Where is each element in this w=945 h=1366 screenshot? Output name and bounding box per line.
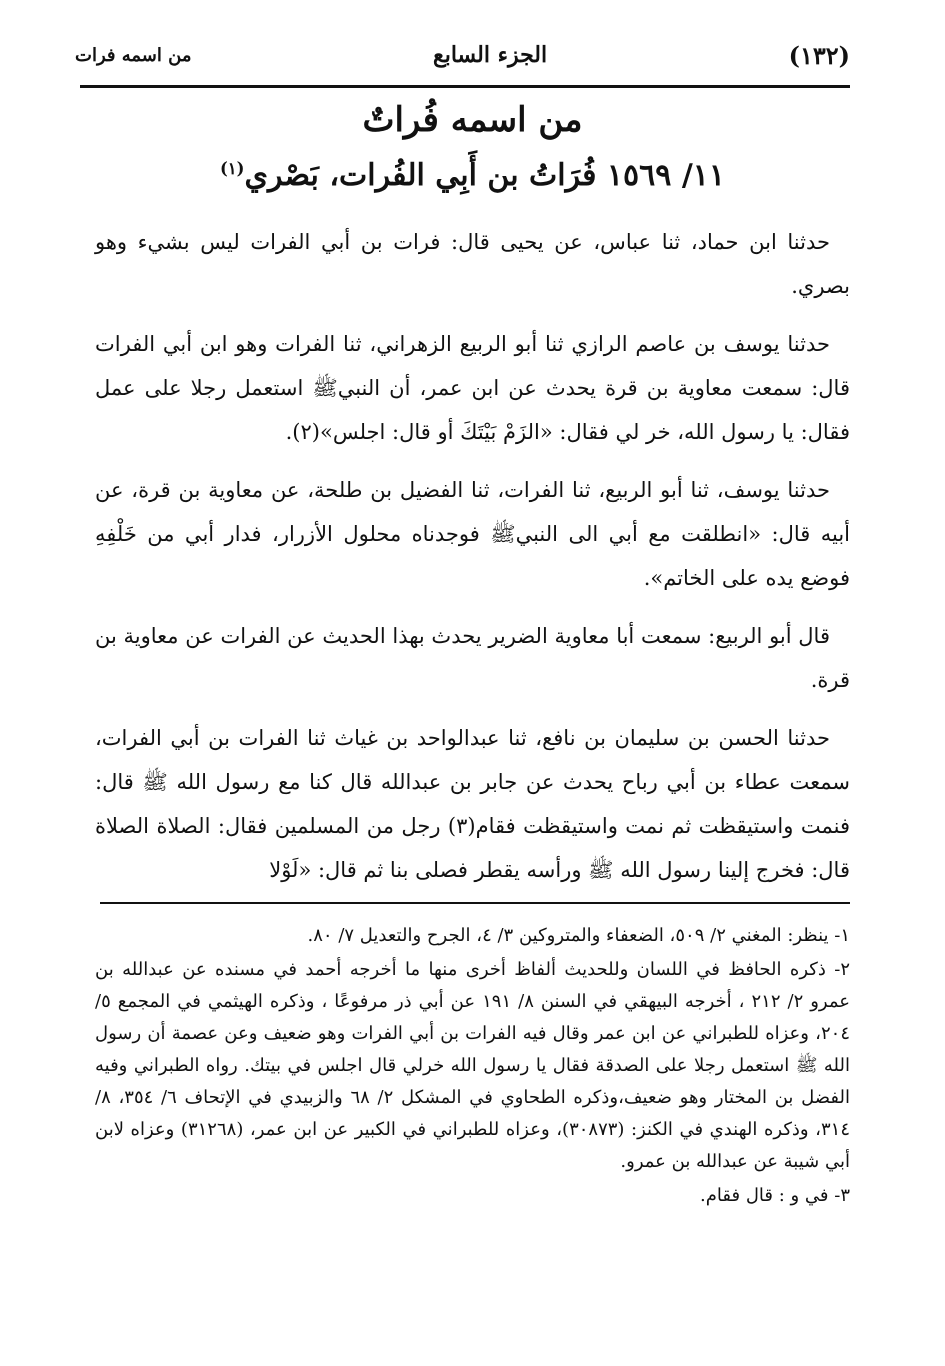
footnote-3: ٣- في و : قال فقام. xyxy=(700,1185,850,1206)
paragraph-5: حدثنا الحسن بن سليمان بن نافع، ثنا عبدالواحد بن غياث ثنا الفرات بن أبي الفرات، سمعت عطاء بن أبي رباح يحدث عن جابر بن عبدالله قال كنا مع رسول الله ﷺ قال: فنمت واستيقظت ثم نمت واستيقظت فقام(٣) رجل من المسلمين فقال: الصلاة الصلاة قال: فخرج إلينا رسول الله ﷺ ورأسه يقطر فصلى بنا ثم قال: «لَوْلا xyxy=(95,726,850,882)
paragraph-2: حدثنا يوسف بن عاصم الرازي ثنا أبو الربيع الزهراني، ثنا الفرات وهو ابن أبي الفرات قال: سمعت معاوية بن قرة يحدث عن ابن عمر، أن النبيﷺ استعمل رجلا على عمل فقال: يا رسول الله، خر لي فقال: «الزَمْ بَيْتَكَ أو قال: اجلس»(٢). xyxy=(95,332,850,444)
section-heading: من اسمه فُراتٌ xyxy=(362,100,583,140)
running-header xyxy=(75,30,850,80)
page-number: (١٣٢) xyxy=(788,40,850,70)
footnote-separator xyxy=(100,902,850,904)
footnotes xyxy=(95,920,850,1214)
main-text xyxy=(95,220,850,906)
footnote-1: ١- ينظر: المغني ٢/ ٥٠٩، الضعفاء والمتروكين ٣/ ٤، الجرح والتعديل ٧/ ٨٠. xyxy=(307,925,850,946)
entry-heading-text: ١١/ ١٥٦٩ فُرَاتُ بن أَبِي الفُرات، بَصْري xyxy=(244,158,726,193)
footnote-2: ٢- ذكره الحافظ في اللسان وللحديث ألفاظ أخرى منها ما أخرجه أحمد في مسنده عن عبدالله بن عمرو ٢/ ٢١٢ ، أخرجه البيهقي في السنن ٨/ ١٩١ عن أبي ذر مرفوعًا ، وذكره الهيثمي في المجمع ٥/ ٢٠٤، وعزاه للطبراني عن ابن عمر وقال فيه الفرات بن أبي الفرات وهو ضعيف وعن عصمة أن رسول الله ﷺ استعمل رجلا على الصدقة فقال يا رسول الله خرلي قال اجلس في بيتك. رواه الطبراني وفيه الفضل بن المختار وهو ضعيف،وذكره الطحاوي في المشكل ٢/ ٦٨ والزبيدي في الإتحاف ٦/ ٣٥٤، ٨/ ٣١٤، وذكره الهندي في الكنز: (٣٠٨٧٣)، وعزاه للطبراني في الكبير عن ابن عمر، (٣١٢٦٨) وعزاه لابن أبي شيبة عن عبدالله بن عمرو. xyxy=(95,959,851,1172)
header-rule xyxy=(80,85,850,88)
paragraph-4: قال أبو الربيع: سمعت أبا معاوية الضرير يحدث بهذا الحديث عن الفرات عن معاوية بن قرة. xyxy=(95,624,850,692)
paragraph-1: حدثنا ابن حماد، ثنا عباس، عن يحيى قال: فرات بن أبي الفرات ليس بشيء وهو بصري. xyxy=(95,230,850,298)
section-running-title: من اسمه فرات xyxy=(75,44,192,66)
entry-footnote-marker: (١) xyxy=(219,159,245,178)
volume-title: الجزء السابع xyxy=(432,42,548,68)
paragraph-3: حدثنا يوسف، ثنا أبو الربيع، ثنا الفرات، ثنا الفضيل بن طلحة، عن معاوية بن قرة، عن أبيه قال: «انطلقت مع أبي الى النبيﷺ فوجدناه محلول الأزرار، فدار أبي من خَلْفِهِ فوضع يده على الخاتم». xyxy=(95,478,850,590)
entry-heading xyxy=(100,158,845,193)
